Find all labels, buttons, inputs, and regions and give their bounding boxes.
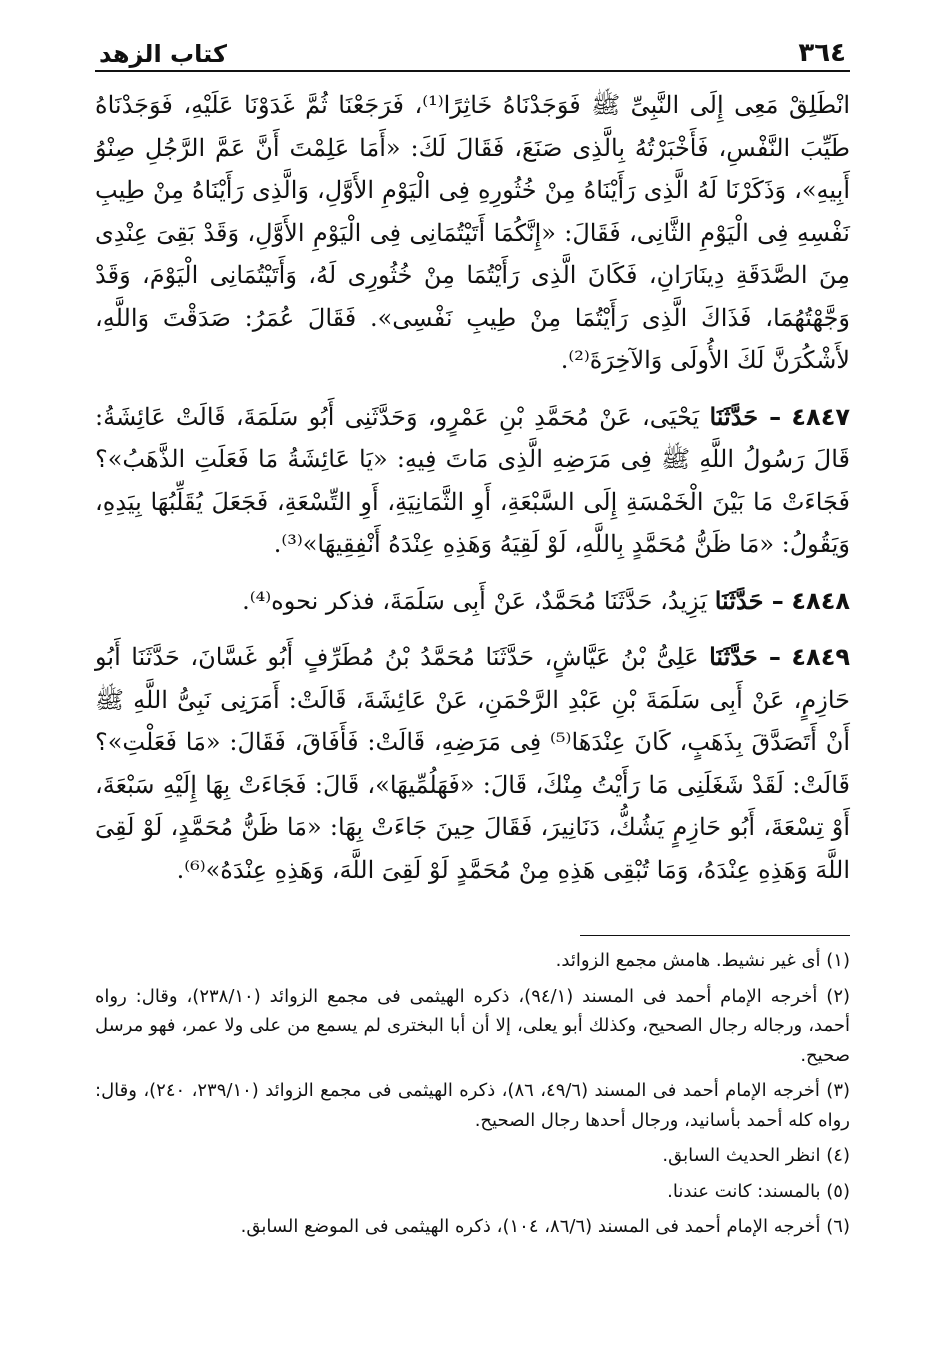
continuation-paragraph xyxy=(95,84,850,382)
footnote-6: (٦) أخرجه الإمام أحمد فى المسند (٨٦/٦، ١٠٤)، ذكره الهيثمى فى الموضع السابق. xyxy=(240,1216,850,1237)
hadith-4847: ٤٨٤٧ – حَدَّثَنَا يَحْيَى، عَنْ مُحَمَّدِ بْنِ عَمْرٍو، وَحَدَّثَنِى أَبُو سَلَمَةَ، قَالَتْ عَائِشَةُ: قَالَ رَسُولُ اللَّهِ ﷺ فِى مَرَضِهِ الَّذِى مَاتَ فِيهِ: «يَا عَائِشَةُ مَا فَعَلَتِ الذَّهَبُ»؟ فَجَاءَتْ مَا بَيْنَ الْخَمْسَةِ إِلَى السَّبْعَةِ، أَوِ الثَّمَانِيَةِ، أَوِ التِّسْعَةِ، فَجَعَلَ يُقَلِّبُهَا بِيَدِهِ، وَيَقُولُ: «مَا ظَنُّ مُحَمَّدٍ بِاللَّهِ، لَوْ لَقِيَهُ وَهَذِهِ عِنْدَهُ أَنْفِقِيهَا»⁽³⁾. xyxy=(95,401,850,558)
hadith-number: ٤٨٤٧ xyxy=(791,402,850,431)
footnote-divider xyxy=(580,935,850,936)
footnote-2: (٢) أخرجه الإمام أحمد فى المسند (٩٤/١)، ذكره الهيثمى فى مجمع الزوائد (٢٣٨/١٠)، وقال: رواه أحمد، ورجاله رجال الصحيح، وكذلك أبو يعلى، إلا أن أبا البخترى لم يسمع من على ولا عمر، فهو مرسل صحيح. xyxy=(95,985,851,1066)
footnote-4: (٤) انظر الحديث السابق. xyxy=(662,1145,850,1166)
book-title: كتاب الزهد xyxy=(99,40,227,68)
footnote-5: (٥) بالمسند: كانت عندنا. xyxy=(667,1180,850,1202)
hadith-4849: ٤٨٤٩ – حَدَّثَنَا عَلِىُّ بْنُ عَيَّاشٍ، حَدَّثَنَا مُحَمَّدُ بْنُ مُطَرِّفٍ أَبُو غَسَّانَ، حَدَّثَنَا أَبُو حَازِمٍ، عَنْ أَبِى سَلَمَةَ بْنِ عَبْدِ الرَّحْمَنِ، عَنْ عَائِشَةَ، قَالَتْ: أَمَرَنِى نَبِىُّ اللَّهِ ﷺ أَنْ أَتَصَدَّقَ بِذَهَبٍ، كَانَ عِنْدَهَا⁽⁵⁾ فِى مَرَضِهِ، قَالَتْ: فَأَفَاقَ، فَقَالَ: «مَا فَعَلْتِ»؟ قَالَتْ: لَقَدْ شَغَلَنِى مَا رَأَيْتُ مِنْكَ، قَالَ: «فَهَلُمِّيهَا»، قَالَ: فَجَاءَتْ بِهَا إِلَيْهِ سَبْعَةَ، أَوْ تِسْعَةَ، أَبُو حَازِمٍ يَشُكُّ، دَنَانِيرَ، فَقَالَ حِينَ جَاءَتْ بِهَا: «مَا ظَنُّ مُحَمَّدٍ، لَوْ لَقِىَ اللَّهَ وَهَذِهِ عِنْدَهُ، وَمَا تُبْقِى هَذِهِ مِنْ مُحَمَّدٍ لَوْ لَقِىَ اللَّهَ، وَهَذِهِ عِنْدَهُ»⁽⁶⁾. xyxy=(95,642,850,884)
page-number: ٣٦٤ xyxy=(798,38,846,68)
hadith-lead: حَدَّثَنَا xyxy=(714,585,764,615)
paragraph-text: انْطَلِقْ مَعِى إِلَى النَّبِىِّ ﷺ فَوَجَدْنَاهُ خَاثِرًا⁽¹⁾، فَرَجَعْنَا ثُمَّ غَدَوْنَا عَلَيْهِ، فَوَجَدْنَاهُ طَيِّبَ النَّفْسِ، فَأَخْبَرْتُهُ بِالَّذِى صَنَعَ، فَقَالَ لَكَ: «أَمَا عَلِمْتَ أَنَّ عَمَّ الرَّجُلِ صِنْوُ أَبِيهِ»، وَذَكَرْنَا لَهُ الَّذِى رَأَيْنَاهُ مِنْ خُثُورِهِ فِى الْيَوْمِ الأَوَّلِ، وَالَّذِى رَأَيْنَاهُ مِنْ طِيبِ نَفْسِهِ فِى الْيَوْمِ الثَّانِى، فَقَالَ: «إِنَّكُمَا أَتَيْتُمَانِى فِى الْيَوْمِ الأَوَّلِ، وَقَدْ بَقِىَ عِنْدِى مِنَ الصَّدَقَةِ دِينَارَانِ، فَكَانَ الَّذِى رَأَيْتُمَا مِنْ خُثُورِى لَهُ، وَأَتَيْتُمَانِى الْيَوْمَ، وَقَدْ وَجَّهْتُهُمَا، فَذَاكَ الَّذِى رَأَيْتُمَا مِنْ طِيبِ نَفْسِى». فَقَالَ عُمَرُ: صَدَقْتَ وَاللَّهِ، لأَشْكُرَنَّ لَكَ الأُولَى وَالآخِرَةَ⁽²⁾. xyxy=(95,91,851,374)
hadith-number: ٤٨٤٨ xyxy=(791,586,850,615)
hadith-number: ٤٨٤٩ xyxy=(791,643,850,671)
page-header xyxy=(95,28,850,72)
hadith-text: عَلِىُّ بْنُ عَيَّاشٍ، حَدَّثَنَا مُحَمَّدُ بْنُ مُطَرِّفٍ أَبُو غَسَّانَ، حَدَّثَنَا أَبُو حَازِمٍ، عَنْ أَبِى سَلَمَةَ بْنِ عَبْدِ الرَّحْمَنِ، عَنْ عَائِشَةَ، قَالَتْ: أَمَرَنِى نَبِىُّ اللَّهِ ﷺ أَنْ أَتَصَدَّقَ بِذَهَبٍ، كَانَ عِنْدَهَا⁽⁵⁾ فِى مَرَضِهِ، قَالَتْ: فَأَفَاقَ، فَقَالَ: «مَا فَعَلْتِ»؟ قَالَتْ: لَقَدْ شَغَلَنِى مَا رَأَيْتُ مِنْكَ، قَالَ: «فَهَلُمِّيهَا»، قَالَ: فَجَاءَتْ بِهَا إِلَيْهِ سَبْعَةَ، أَوْ تِسْعَةَ، أَبُو حَازِمٍ يَشُكُّ، دَنَانِيرَ، فَقَالَ حِينَ جَاءَتْ بِهَا: «مَا ظَنُّ مُحَمَّدٍ، لَوْ لَقِىَ اللَّهَ وَهَذِهِ عِنْدَهُ، وَمَا تُبْقِى هَذِهِ مِنْ مُحَمَّدٍ لَوْ لَقِىَ اللَّهَ، وَهَذِهِ عِنْدَهُ»⁽⁶⁾. xyxy=(95,643,850,884)
hadith-4848: ٤٨٤٨ – حَدَّثَنَا يَزِيدُ، حَدَّثَنَا مُحَمَّدٌ، عَنْ أَبِى سَلَمَةَ، فذكر نحوه⁽⁴⁾. xyxy=(242,585,850,615)
hadith-lead: حَدَّثَنَا xyxy=(709,401,759,431)
hadith-lead: حَدَّثَنَا xyxy=(709,642,758,671)
footnote-3: (٣) أخرجه الإمام أحمد فى المسند (٤٩/٦، ٨٦)، ذكره الهيثمى فى مجمع الزوائد (٢٣٩/١٠، ٢٤٠)، وقال: رواه كله أحمد بأسانيد، ورجال أحدها رجال الصحيح. xyxy=(95,1080,851,1131)
footnote-1: (١) أى غير نشيط. هامش مجمع الزوائد. xyxy=(555,950,850,971)
book-page xyxy=(95,28,850,1248)
hadith-text: يَحْيَى، عَنْ مُحَمَّدِ بْنِ عَمْرٍو، وَحَدَّثَنِى أَبُو سَلَمَةَ، قَالَتْ عَائِشَةُ: قَالَ رَسُولُ اللَّهِ ﷺ فِى مَرَضِهِ الَّذِى مَاتَ فِيهِ: «يَا عَائِشَةُ مَا فَعَلَتِ الذَّهَبُ»؟ فَجَاءَتْ مَا بَيْنَ الْخَمْسَةِ إِلَى السَّبْعَةِ، أَوِ الثَّمَانِيَةِ، أَوِ التِّسْعَةِ، فَجَعَلَ يُقَلِّبُهَا بِيَدِهِ، وَيَقُولُ: «مَا ظَنُّ مُحَمَّدٍ بِاللَّهِ، لَوْ لَقِيَهُ وَهَذِهِ عِنْدَهُ أَنْفِقِيهَا»⁽³⁾. xyxy=(95,402,850,558)
main-text xyxy=(95,84,850,891)
footnotes xyxy=(95,946,850,1242)
hadith-text: يَزِيدُ، حَدَّثَنَا مُحَمَّدٌ، عَنْ أَبِى سَلَمَةَ، فذكر نحوه⁽⁴⁾. xyxy=(242,586,708,615)
